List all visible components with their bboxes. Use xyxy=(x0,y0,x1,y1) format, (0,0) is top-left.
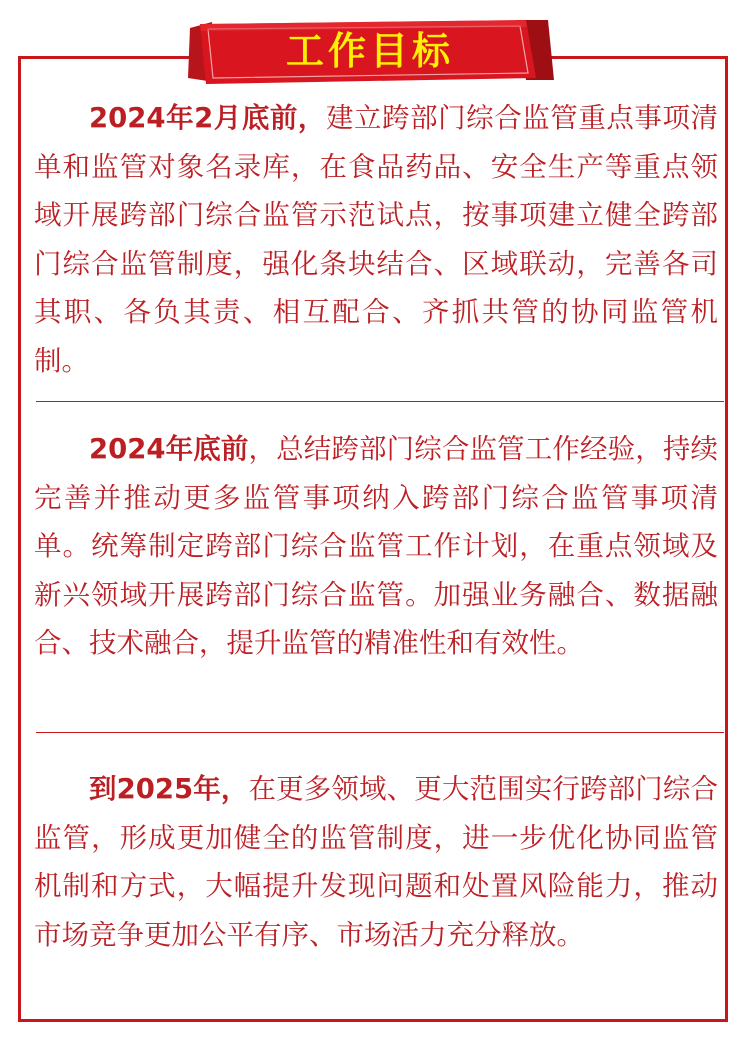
section-lead: 到2025年， xyxy=(89,773,249,805)
goal-section-2024-end xyxy=(34,425,718,668)
section-lead: 2024年底前 xyxy=(89,433,249,465)
section-body: 在更多领域、更大范围实行跨部门综合监管，形成更加健全的监管制度，进一步优化协同监管机制和方式，大幅提升发现问题和处置风险能力，推动市场竞争更加公平有序、市场活力充分释放。 xyxy=(34,773,718,951)
section-divider xyxy=(36,401,724,402)
page-title: 工作目标 xyxy=(285,29,454,73)
section-divider xyxy=(36,732,724,733)
section-body: 建立跨部门综合监管重点事项清单和监管对象名录库，在食品药品、安全生产等重点领域开展跨部门综合监管示范试点，按事项建立健全跨部门综合监管制度，强化条块结合、区域联动，完善各司其职、各负其责、相互配合、齐抓共管的协同监管机制。 xyxy=(34,102,718,377)
goal-section-2025 xyxy=(34,765,718,959)
header-badge xyxy=(186,18,554,84)
goal-section-2024-feb xyxy=(34,94,718,385)
section-lead: 2024年2月底前， xyxy=(89,102,326,134)
section-body: ，总结跨部门综合监管工作经验，持续完善并推动更多监管事项纳入跨部门综合监管事项清单。统筹制定跨部门综合监管工作计划，在重点领域及新兴领域开展跨部门综合监管。加强业务融合、数据融合、技术融合，提升监管的精准性和有效性。 xyxy=(34,433,718,659)
